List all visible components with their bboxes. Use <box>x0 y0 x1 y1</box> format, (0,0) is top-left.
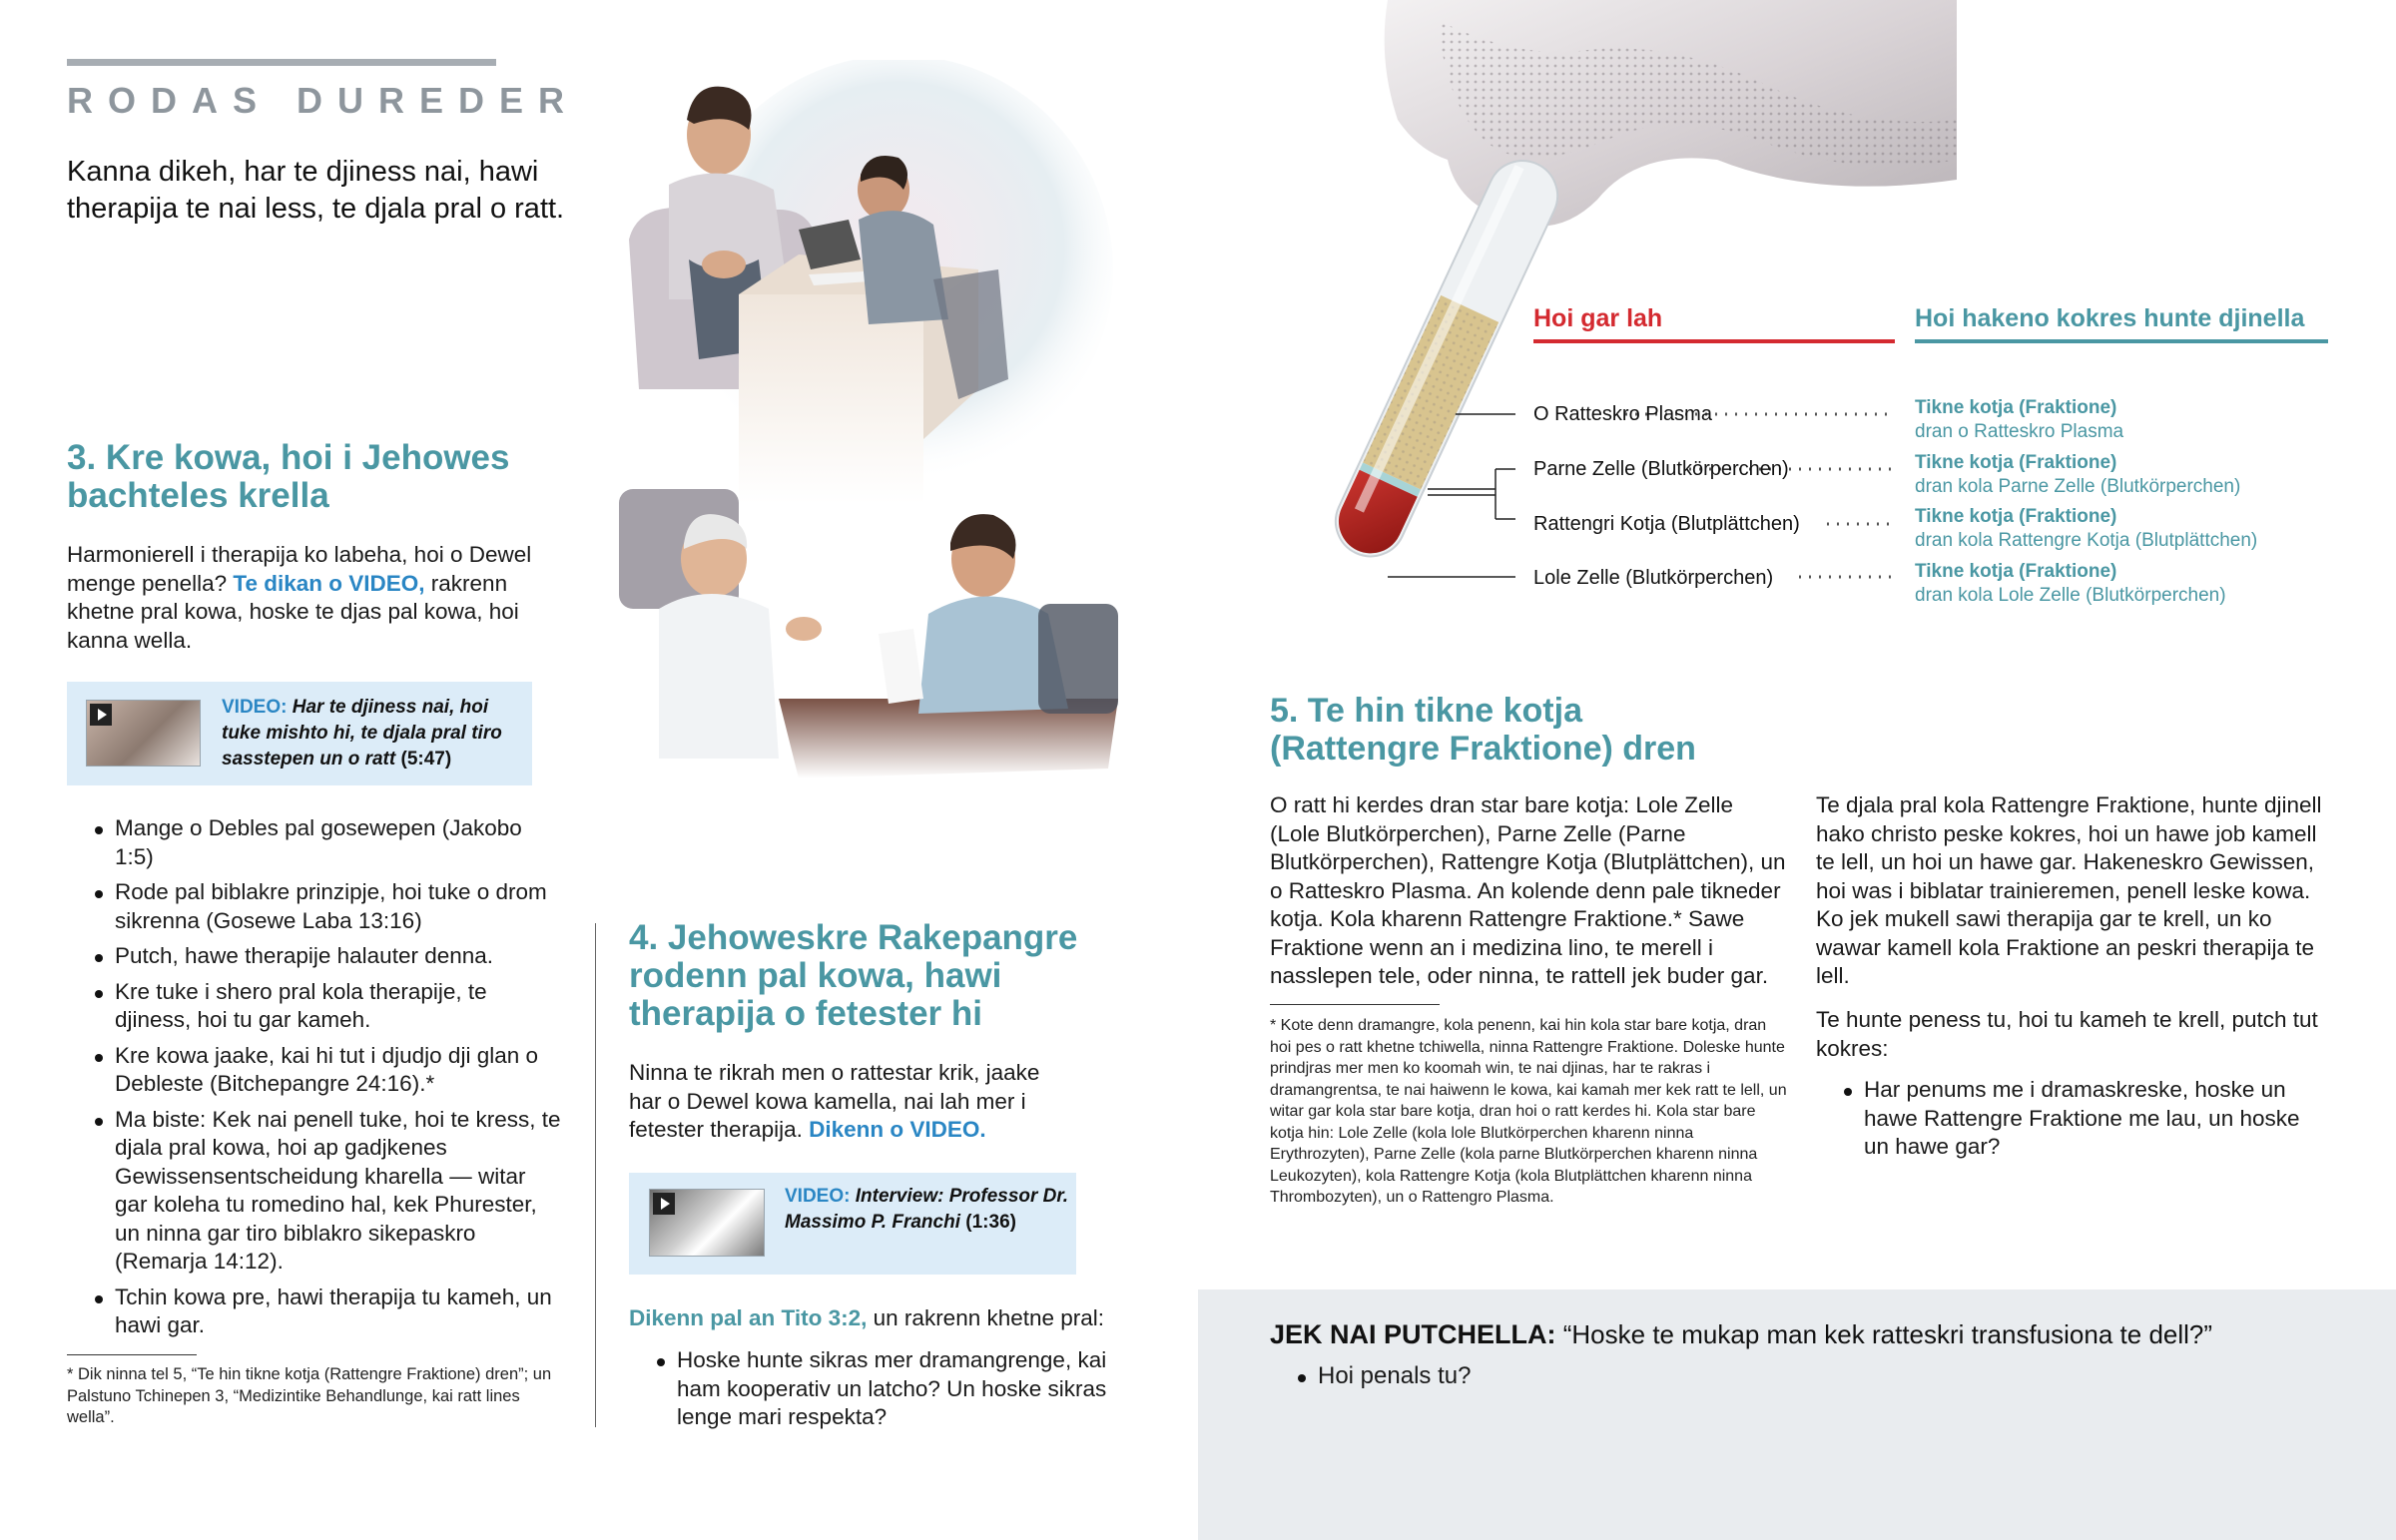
video-title: Har te djiness nai, hoi tuke mishto hi, te djala pral tiro sasstepen un o ratt <box>222 697 502 770</box>
list-item-text: Rode pal biblakre prinzipje, hoi tuke o drom sikrenna (Gosewe Laba 13:16) <box>115 879 547 933</box>
list-item-text: Tchin kowa pre, hawi therapija tu kameh, un hawi gar. <box>115 1283 552 1337</box>
component-plasma: O Ratteskro Plasma <box>1533 403 1712 425</box>
video-card-2[interactable] <box>629 1173 1076 1275</box>
section-3-footnote: * Dik ninna tel 5, “Te hin tikne kotja (Rattengre Fraktione) dren”; un Palstuno Tchinepen 3, “Medizintike Behandlunge, kai ratt lines wella”. <box>67 1365 552 1426</box>
fraction-source: dran kola Lole Zelle (Blutkörperchen) <box>1915 585 2226 606</box>
section-5-footnote: * Kote denn dramangre, kola penenn, kai hin kola star bare kotja, dran hoi pes o ratt khetne tchiwella, ninna Rattengre Fraktione. Doleske hunte prindjras mer men ko koomah win, te nai djinas, har te rakras i dramangrentsa, te nai haiwenn le kowa, kai kamah mer kek ratt te lell, un witar gar kola star bare kotja, dran hoi o ratt kerdes hi. Kola star bare kotja hin: Lole Zelle (kola lole Blutkörperchen kharenn ninna Erythrozyten), Parne Zelle (kola parne Blutkörperchen kharenn ninna Leukozyten), kola Rattengre Kotja (kola Blutplättchen kharenn ninna Thrombozyten), un o Rattengro Plasma. <box>1270 1017 1787 1206</box>
section-3-heading: 3. Kre kowa, hoi i Jehowes bachteles krella <box>67 438 510 515</box>
list-item-text: Hoi penals tu? <box>1318 1362 1472 1389</box>
list-item <box>67 1283 561 1340</box>
video-title: Interview: Professor Dr. Massimo P. Franchi <box>785 1186 1069 1233</box>
video-card-1[interactable] <box>67 682 532 785</box>
not-accepted-heading: Hoi gar lah <box>1533 304 1663 332</box>
section-5-paragraph-1: O ratt hi kerdes dran star bare kotja: Lole Zelle (Lole Blutkörperchen), Parne Zelle (Parne Blutkörperchen), Rattengre Kotja (Blutplättchen), un o Ratteskro Plasma. An kolende denn pale tikneder kotja. Kola kharenn Rattengre Fraktione.* Sawe Fraktione wenn an i medizina lino, te merell i nasslepen tele, oder ninna, te rattell jek buder gar. <box>1270 792 1786 988</box>
personal-decision-rule <box>1915 339 2328 343</box>
list-item-text: Ma biste: Kek nai penell tuke, hoi te kress, te djala pral kowa, hoi ap gadjkenes Gewissensentscheidung kharella — witar gar koleha tu romedino hal, kek Phurester, un ninna gar tiro biblakro sikepaskro (Remarja 14:12). <box>115 1106 561 1274</box>
discussion-bullets <box>1270 1362 1869 1398</box>
video-label: VIDEO: <box>222 697 288 718</box>
bullet-icon <box>95 826 103 834</box>
bullet-icon <box>1844 1088 1852 1096</box>
list-item <box>67 942 561 971</box>
component-white-cells: Parne Zelle (Blutkörperchen) <box>1533 458 1789 480</box>
video-caption <box>222 695 511 772</box>
section-4-heading: 4. Jehoweskre Rakepangre rodenn pal kowa, hawi therapija o fetester hi <box>629 918 1078 1033</box>
play-icon[interactable] <box>90 704 112 726</box>
section-3-text-end: rakrenn khetne pral kowa, hoske te djas pal kowa, hoi kanna wella. <box>67 570 519 653</box>
footnote-divider <box>67 1354 197 1355</box>
play-icon[interactable] <box>653 1193 675 1215</box>
discussion-label: JEK NAI PUTCHELLA: <box>1270 1319 1556 1349</box>
fraction-red-cells <box>1915 560 2226 608</box>
bullet-icon <box>95 954 103 962</box>
list-item <box>67 1106 561 1277</box>
video-thumbnail[interactable] <box>649 1189 765 1257</box>
list-item <box>1270 1362 1869 1391</box>
section-3-paragraph <box>67 541 556 655</box>
list-item-text: Mange o Debles pal gosewepen (Jakobo 1:5) <box>115 815 522 869</box>
intro-text: Kanna dikeh, har te djiness nai, hawi therapija te nai less, te djala pral o ratt. <box>67 156 565 225</box>
section-4-paragraph <box>629 1059 1078 1145</box>
section-5-paragraph-2: Te djala pral kola Rattengre Fraktione, hunte djinell hako christo peske kokres, hoi un hawe job kamell te lell, un hoi un hawe gar. Hakeneskro Gewissen, hoi was i biblatar trainieremen, penell leske kowa. Ko jek mukell sawi therapija gar te krell, un ko wawar kamell kola Fraktione an peskri therapija te lell. <box>1816 792 2322 988</box>
footnote-divider <box>1270 1004 1440 1005</box>
scripture-link[interactable]: Dikenn pal an Tito 3:2, <box>629 1305 868 1330</box>
section-3-text: Harmonierell i therapija ko labeha, hoi o Dewel menge penella? <box>67 542 532 596</box>
video-caption <box>785 1184 1069 1236</box>
list-item <box>67 814 561 871</box>
section-5-bullets <box>1816 1076 2315 1169</box>
fraction-source: dran kola Rattengre Kotja (Blutplättchen) <box>1915 530 2258 551</box>
bullet-icon <box>95 1295 103 1303</box>
component-red-cells: Lole Zelle (Blutkörperchen) <box>1533 567 1774 589</box>
scripture-text: un rakrenn khetne pral: <box>873 1305 1105 1330</box>
bullet-icon <box>95 1118 103 1126</box>
column-divider <box>595 923 596 1427</box>
list-item <box>67 878 561 935</box>
component-platelets: Rattengri Kotja (Blutplättchen) <box>1533 513 1800 535</box>
consultation-illustration <box>599 60 1168 838</box>
fraction-plasma <box>1915 396 2123 444</box>
scripture-line <box>629 1304 1108 1333</box>
fraction-title: Tikne kotja (Fraktione) <box>1915 397 2117 418</box>
fraction-source: dran o Ratteskro Plasma <box>1915 421 2124 442</box>
bullet-icon <box>95 1054 103 1062</box>
list-item <box>1816 1076 2315 1162</box>
list-item-text: Har penums me i dramaskreske, hoske un hawe Rattengre Fraktione me lau, un hoske un hawe gar? <box>1864 1077 2300 1159</box>
video-thumbnail[interactable] <box>86 700 201 767</box>
watch-video-link-2[interactable]: Dikenn o VIDEO. <box>809 1117 986 1142</box>
list-item-text: Kre tuke i shero pral kola therapije, te djiness, hoi tu gar kameh. <box>115 978 487 1032</box>
section-5-paragraph-3: Te hunte peness tu, hoi tu kameh te krell, putch tut kokres: <box>1816 1007 2318 1061</box>
fraction-source: dran kola Parne Zelle (Blutkörperchen) <box>1915 476 2241 497</box>
section-3-bullets <box>67 814 561 1347</box>
list-item <box>67 978 561 1035</box>
section-kicker: RODAS DUREDER <box>67 80 580 121</box>
fraction-title: Tikne kotja (Fraktione) <box>1915 561 2117 582</box>
bullet-icon <box>95 890 103 898</box>
section-4-bullets <box>629 1346 1108 1439</box>
list-item <box>67 1042 561 1099</box>
discussion-question-text: “Hoske te mukap man kek ratteskri transfusiona te dell?” <box>1562 1319 2213 1349</box>
fraction-platelets <box>1915 505 2257 553</box>
section-5-heading: 5. Te hin tikne kotja (Rattengre Fraktione) dren <box>1270 692 1696 768</box>
not-accepted-rule <box>1533 339 1895 343</box>
watch-video-link[interactable]: Te dikan o VIDEO, <box>233 570 425 596</box>
video-label: VIDEO: <box>785 1186 851 1207</box>
list-item-text: Kre kowa jaake, kai hi tut i djudjo dji glan o Debleste (Bitchepangre 24:16).* <box>115 1042 538 1096</box>
list-item-text: Putch, hawe therapije halauter denna. <box>115 943 494 968</box>
bullet-icon <box>95 990 103 998</box>
video-duration: (5:47) <box>400 749 452 770</box>
bullet-icon <box>657 1358 665 1366</box>
list-item <box>629 1346 1108 1432</box>
bullet-icon <box>1298 1374 1306 1382</box>
section-4-text: Ninna te rikrah men o rattestar krik, jaake har o Dewel kowa kamella, nai lah mer i fetester therapija. <box>629 1060 1040 1142</box>
discussion-question <box>1270 1317 2212 1351</box>
fraction-white-cells <box>1915 451 2240 499</box>
personal-decision-heading: Hoi hakeno kokres hunte djinella <box>1915 304 2305 332</box>
fraction-title: Tikne kotja (Fraktione) <box>1915 452 2117 473</box>
header-rule <box>67 59 496 66</box>
list-item-text: Hoske hunte sikras mer dramangrenge, kai ham kooperativ un latcho? Un hoske sikras lenge mari respekta? <box>677 1347 1107 1429</box>
video-duration: (1:36) <box>965 1212 1016 1233</box>
fraction-title: Tikne kotja (Fraktione) <box>1915 506 2117 527</box>
